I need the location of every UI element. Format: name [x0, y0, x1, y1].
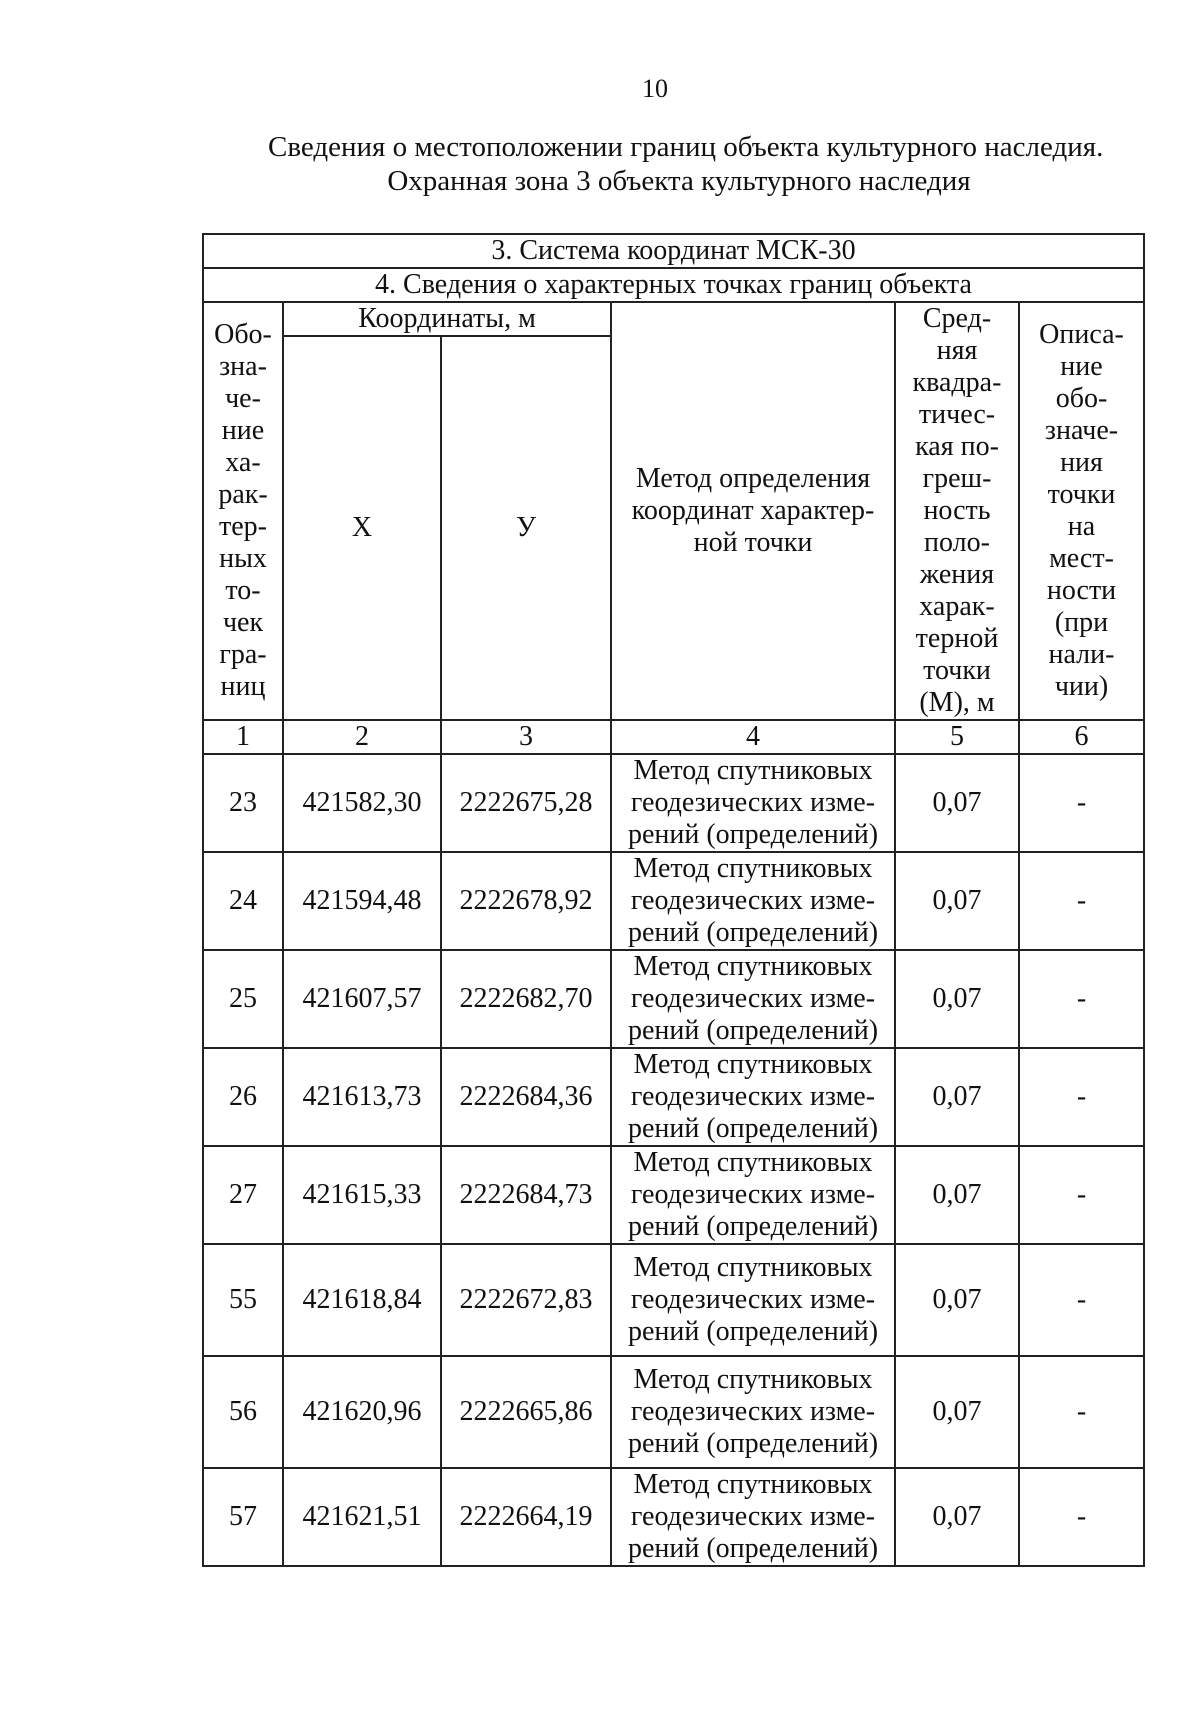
table-body: [203, 754, 1144, 1566]
point-id-cell: 25: [203, 950, 283, 1048]
table-row: [203, 950, 1144, 1048]
rmse-cell: 0,07: [895, 1146, 1019, 1244]
table-row: [203, 754, 1144, 852]
description-cell: -: [1019, 1048, 1144, 1146]
rmse-cell: 0,07: [895, 852, 1019, 950]
method-cell: Метод спутниковых геодезических изме- рений (определений): [611, 1146, 895, 1244]
table-row: [203, 1146, 1144, 1244]
x-coordinate-cell: 421613,73: [283, 1048, 441, 1146]
method-cell: Метод спутниковых геодезических изме- рений (определений): [611, 950, 895, 1048]
designation-header: Обо- зна- че- ние ха- рак- тер- ных то- чек гра- ниц: [203, 302, 283, 720]
column-number-5: 5: [895, 720, 1019, 754]
table-row: [203, 1244, 1144, 1356]
description-cell: -: [1019, 852, 1144, 950]
description-cell: -: [1019, 1146, 1144, 1244]
point-id-cell: 24: [203, 852, 283, 950]
y-coordinate-cell: 2222672,83: [441, 1244, 611, 1356]
description-cell: -: [1019, 1468, 1144, 1566]
x-coordinate-cell: 421621,51: [283, 1468, 441, 1566]
rmse-header: Сред- няя квадра- тичес- кая по- греш- ность поло- жения харак- терной точки (М), м: [895, 302, 1019, 720]
y-coordinate-cell: 2222684,36: [441, 1048, 611, 1146]
method-cell: Метод спутниковых геодезических изме- рений (определений): [611, 1356, 895, 1468]
table-row: [203, 1356, 1144, 1468]
point-id-cell: 55: [203, 1244, 283, 1356]
x-coordinate-cell: 421618,84: [283, 1244, 441, 1356]
method-header: Метод определения координат характер- ной точки: [611, 302, 895, 720]
column-number-6: 6: [1019, 720, 1144, 754]
x-coordinate-cell: 421594,48: [283, 852, 441, 950]
method-cell: Метод спутниковых геодезических изме- рений (определений): [611, 1468, 895, 1566]
boundary-points-header: 4. Сведения о характерных точках границ объекта: [203, 268, 1144, 302]
y-coordinate-cell: 2222675,28: [441, 754, 611, 852]
x-coordinate-cell: 421582,30: [283, 754, 441, 852]
point-id-cell: 56: [203, 1356, 283, 1468]
y-header: У: [441, 336, 611, 720]
column-number-2: 2: [283, 720, 441, 754]
table-row: [203, 852, 1144, 950]
y-coordinate-cell: 2222665,86: [441, 1356, 611, 1468]
rmse-cell: 0,07: [895, 754, 1019, 852]
page-number: 10: [642, 74, 668, 103]
method-cell: Метод спутниковых геодезических изме- рений (определений): [611, 754, 895, 852]
x-coordinate-cell: 421620,96: [283, 1356, 441, 1468]
title-line-1: Сведения о местоположении границ объекта культурного наследия.: [268, 131, 1104, 163]
description-cell: -: [1019, 1356, 1144, 1468]
table-row: [203, 1468, 1144, 1566]
point-id-cell: 27: [203, 1146, 283, 1244]
coordinates-table: [202, 233, 1145, 1567]
column-number-4: 4: [611, 720, 895, 754]
method-cell: Метод спутниковых геодезических изме- рений (определений): [611, 1244, 895, 1356]
point-id-cell: 23: [203, 754, 283, 852]
rmse-cell: 0,07: [895, 1468, 1019, 1566]
x-header: X: [283, 336, 441, 720]
description-header: Описа- ние обо- значе- ния точки на мест- ности (при нали- чии): [1019, 302, 1144, 720]
x-coordinate-cell: 421607,57: [283, 950, 441, 1048]
table-row: [203, 1048, 1144, 1146]
description-cell: -: [1019, 1244, 1144, 1356]
point-id-cell: 57: [203, 1468, 283, 1566]
coordinates-header: Координаты, м: [283, 302, 611, 336]
description-cell: -: [1019, 754, 1144, 852]
document-title: [268, 130, 1104, 198]
point-id-cell: 26: [203, 1048, 283, 1146]
description-cell: -: [1019, 950, 1144, 1048]
column-numbers-row: [203, 720, 1144, 754]
column-number-3: 3: [441, 720, 611, 754]
rmse-cell: 0,07: [895, 950, 1019, 1048]
y-coordinate-cell: 2222684,73: [441, 1146, 611, 1244]
method-cell: Метод спутниковых геодезических изме- рений (определений): [611, 1048, 895, 1146]
y-coordinate-cell: 2222678,92: [441, 852, 611, 950]
title-line-2: Охранная зона 3 объекта культурного наследия: [387, 165, 971, 197]
rmse-cell: 0,07: [895, 1244, 1019, 1356]
method-cell: Метод спутниковых геодезических изме- рений (определений): [611, 852, 895, 950]
y-coordinate-cell: 2222664,19: [441, 1468, 611, 1566]
rmse-cell: 0,07: [895, 1048, 1019, 1146]
column-number-1: 1: [203, 720, 283, 754]
x-coordinate-cell: 421615,33: [283, 1146, 441, 1244]
y-coordinate-cell: 2222682,70: [441, 950, 611, 1048]
rmse-cell: 0,07: [895, 1356, 1019, 1468]
coordinate-system-header: 3. Система координат МСК-30: [203, 234, 1144, 268]
